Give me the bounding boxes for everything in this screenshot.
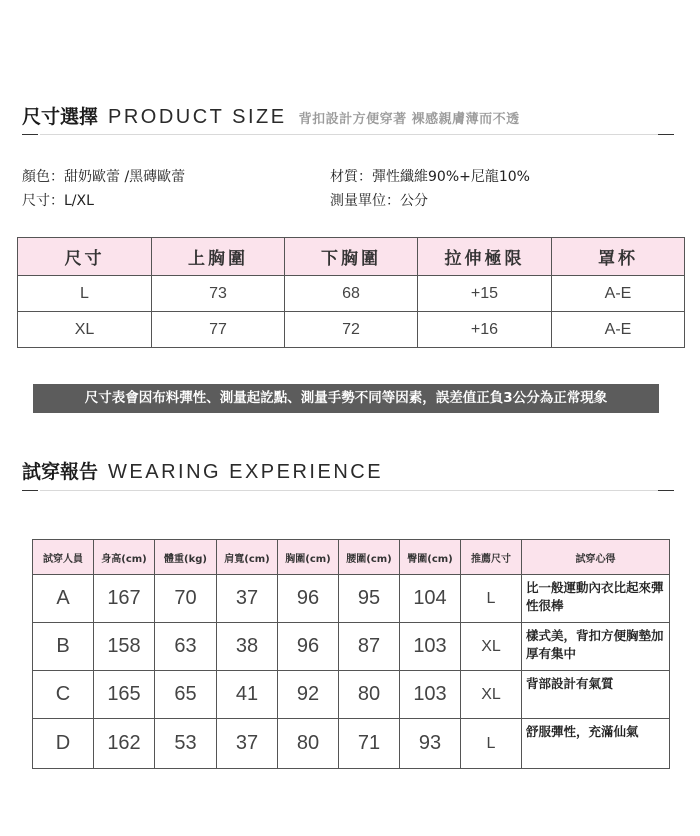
tester-cell: A — [33, 575, 94, 623]
waist-cell: 95 — [339, 575, 400, 623]
comment-cell: 背部設計有氣質 — [522, 671, 670, 719]
trial-table-header: 肩寬(cm) — [217, 540, 278, 575]
comment-cell: 舒服彈性，充滿仙氣 — [522, 719, 670, 769]
size-cell: A-E — [552, 312, 685, 348]
trial-table-row — [33, 575, 670, 623]
trial-table-header: 臀圍(cm) — [400, 540, 461, 575]
tester-cell: C — [33, 671, 94, 719]
hip-cell: 103 — [400, 623, 461, 671]
size-table-header-row — [18, 238, 685, 276]
trial-table-row — [33, 719, 670, 769]
waist-cell: 80 — [339, 671, 400, 719]
size-cell: L — [18, 276, 152, 312]
shoulder-cell: 37 — [217, 575, 278, 623]
size-section-rule-right — [658, 134, 674, 135]
weight-cell: 65 — [155, 671, 217, 719]
comment-cell: 樣式美，背扣方便胸墊加厚有集中 — [522, 623, 670, 671]
trial-section-header — [22, 457, 383, 484]
trial-table — [32, 539, 670, 769]
recommended-size-cell: L — [461, 719, 522, 769]
recommended-size-cell: L — [461, 575, 522, 623]
size-cell: 68 — [285, 276, 418, 312]
size-cell: 73 — [152, 276, 285, 312]
size-table-header: 尺寸 — [18, 238, 152, 276]
size-table-header: 罩杯 — [552, 238, 685, 276]
trial-table-header: 試穿心得 — [522, 540, 670, 575]
shoulder-cell: 38 — [217, 623, 278, 671]
size-cell: 72 — [285, 312, 418, 348]
height-cell: 158 — [94, 623, 155, 671]
trial-table-header: 體重(kg) — [155, 540, 217, 575]
hip-cell: 93 — [400, 719, 461, 769]
comment-cell: 比一般運動內衣比起來彈性很棒 — [522, 575, 670, 623]
hip-cell: 103 — [400, 671, 461, 719]
color-info: 顏色：甜奶歐蕾 /黑磚歐蕾 — [22, 169, 186, 185]
chest-cell: 80 — [278, 719, 339, 769]
height-cell: 162 — [94, 719, 155, 769]
size-section-subtitle: 背扣設計方便穿著 裸感親膚薄而不透 — [298, 112, 520, 127]
trial-table-header: 試穿人員 — [33, 540, 94, 575]
weight-cell: 70 — [155, 575, 217, 623]
size-table-header: 下胸圍 — [285, 238, 418, 276]
size-section-header — [22, 102, 520, 129]
chest-cell: 96 — [278, 575, 339, 623]
trial-table-header: 腰圍(cm) — [339, 540, 400, 575]
size-table-row — [18, 312, 685, 348]
size-section-rule-left — [22, 134, 38, 135]
size-table-header: 上胸圍 — [152, 238, 285, 276]
size-cell: +16 — [418, 312, 552, 348]
trial-section-title-en: WEARING EXPERIENCE — [108, 461, 384, 483]
size-cell: A-E — [552, 276, 685, 312]
weight-cell: 63 — [155, 623, 217, 671]
size-table-header: 拉伸極限 — [418, 238, 552, 276]
trial-section-rule — [40, 490, 658, 491]
trial-table-header: 胸圍(cm) — [278, 540, 339, 575]
shoulder-cell: 37 — [217, 719, 278, 769]
recommended-size-cell: XL — [461, 623, 522, 671]
height-cell: 167 — [94, 575, 155, 623]
size-info: 尺寸：L/XL — [22, 193, 94, 209]
waist-cell: 87 — [339, 623, 400, 671]
trial-section-rule-right — [658, 490, 674, 491]
trial-table-header: 推薦尺寸 — [461, 540, 522, 575]
waist-cell: 71 — [339, 719, 400, 769]
size-table-row — [18, 276, 685, 312]
size-section-title: 尺寸選擇 — [22, 106, 99, 128]
size-cell: 77 — [152, 312, 285, 348]
unit-info: 測量單位：公分 — [330, 193, 428, 209]
trial-section-rule-left — [22, 490, 38, 491]
size-section-title-en: PRODUCT SIZE — [108, 106, 287, 128]
trial-table-row — [33, 671, 670, 719]
size-cell: +15 — [418, 276, 552, 312]
trial-table-row — [33, 623, 670, 671]
trial-table-header: 身高(cm) — [94, 540, 155, 575]
chest-cell: 92 — [278, 671, 339, 719]
size-cell: XL — [18, 312, 152, 348]
hip-cell: 104 — [400, 575, 461, 623]
tester-cell: D — [33, 719, 94, 769]
tester-cell: B — [33, 623, 94, 671]
shoulder-cell: 41 — [217, 671, 278, 719]
height-cell: 165 — [94, 671, 155, 719]
trial-table-header-row — [33, 540, 670, 575]
weight-cell: 53 — [155, 719, 217, 769]
chest-cell: 96 — [278, 623, 339, 671]
measurement-notice: 尺寸表會因布料彈性、測量起訖點、測量手勢不同等因素，誤差值正負3公分為正常現象 — [33, 384, 659, 413]
size-table — [17, 237, 685, 348]
recommended-size-cell: XL — [461, 671, 522, 719]
size-section-rule — [40, 134, 658, 135]
material-info: 材質：彈性纖維90%+尼龍10% — [330, 169, 530, 185]
trial-section-title: 試穿報告 — [22, 461, 99, 483]
